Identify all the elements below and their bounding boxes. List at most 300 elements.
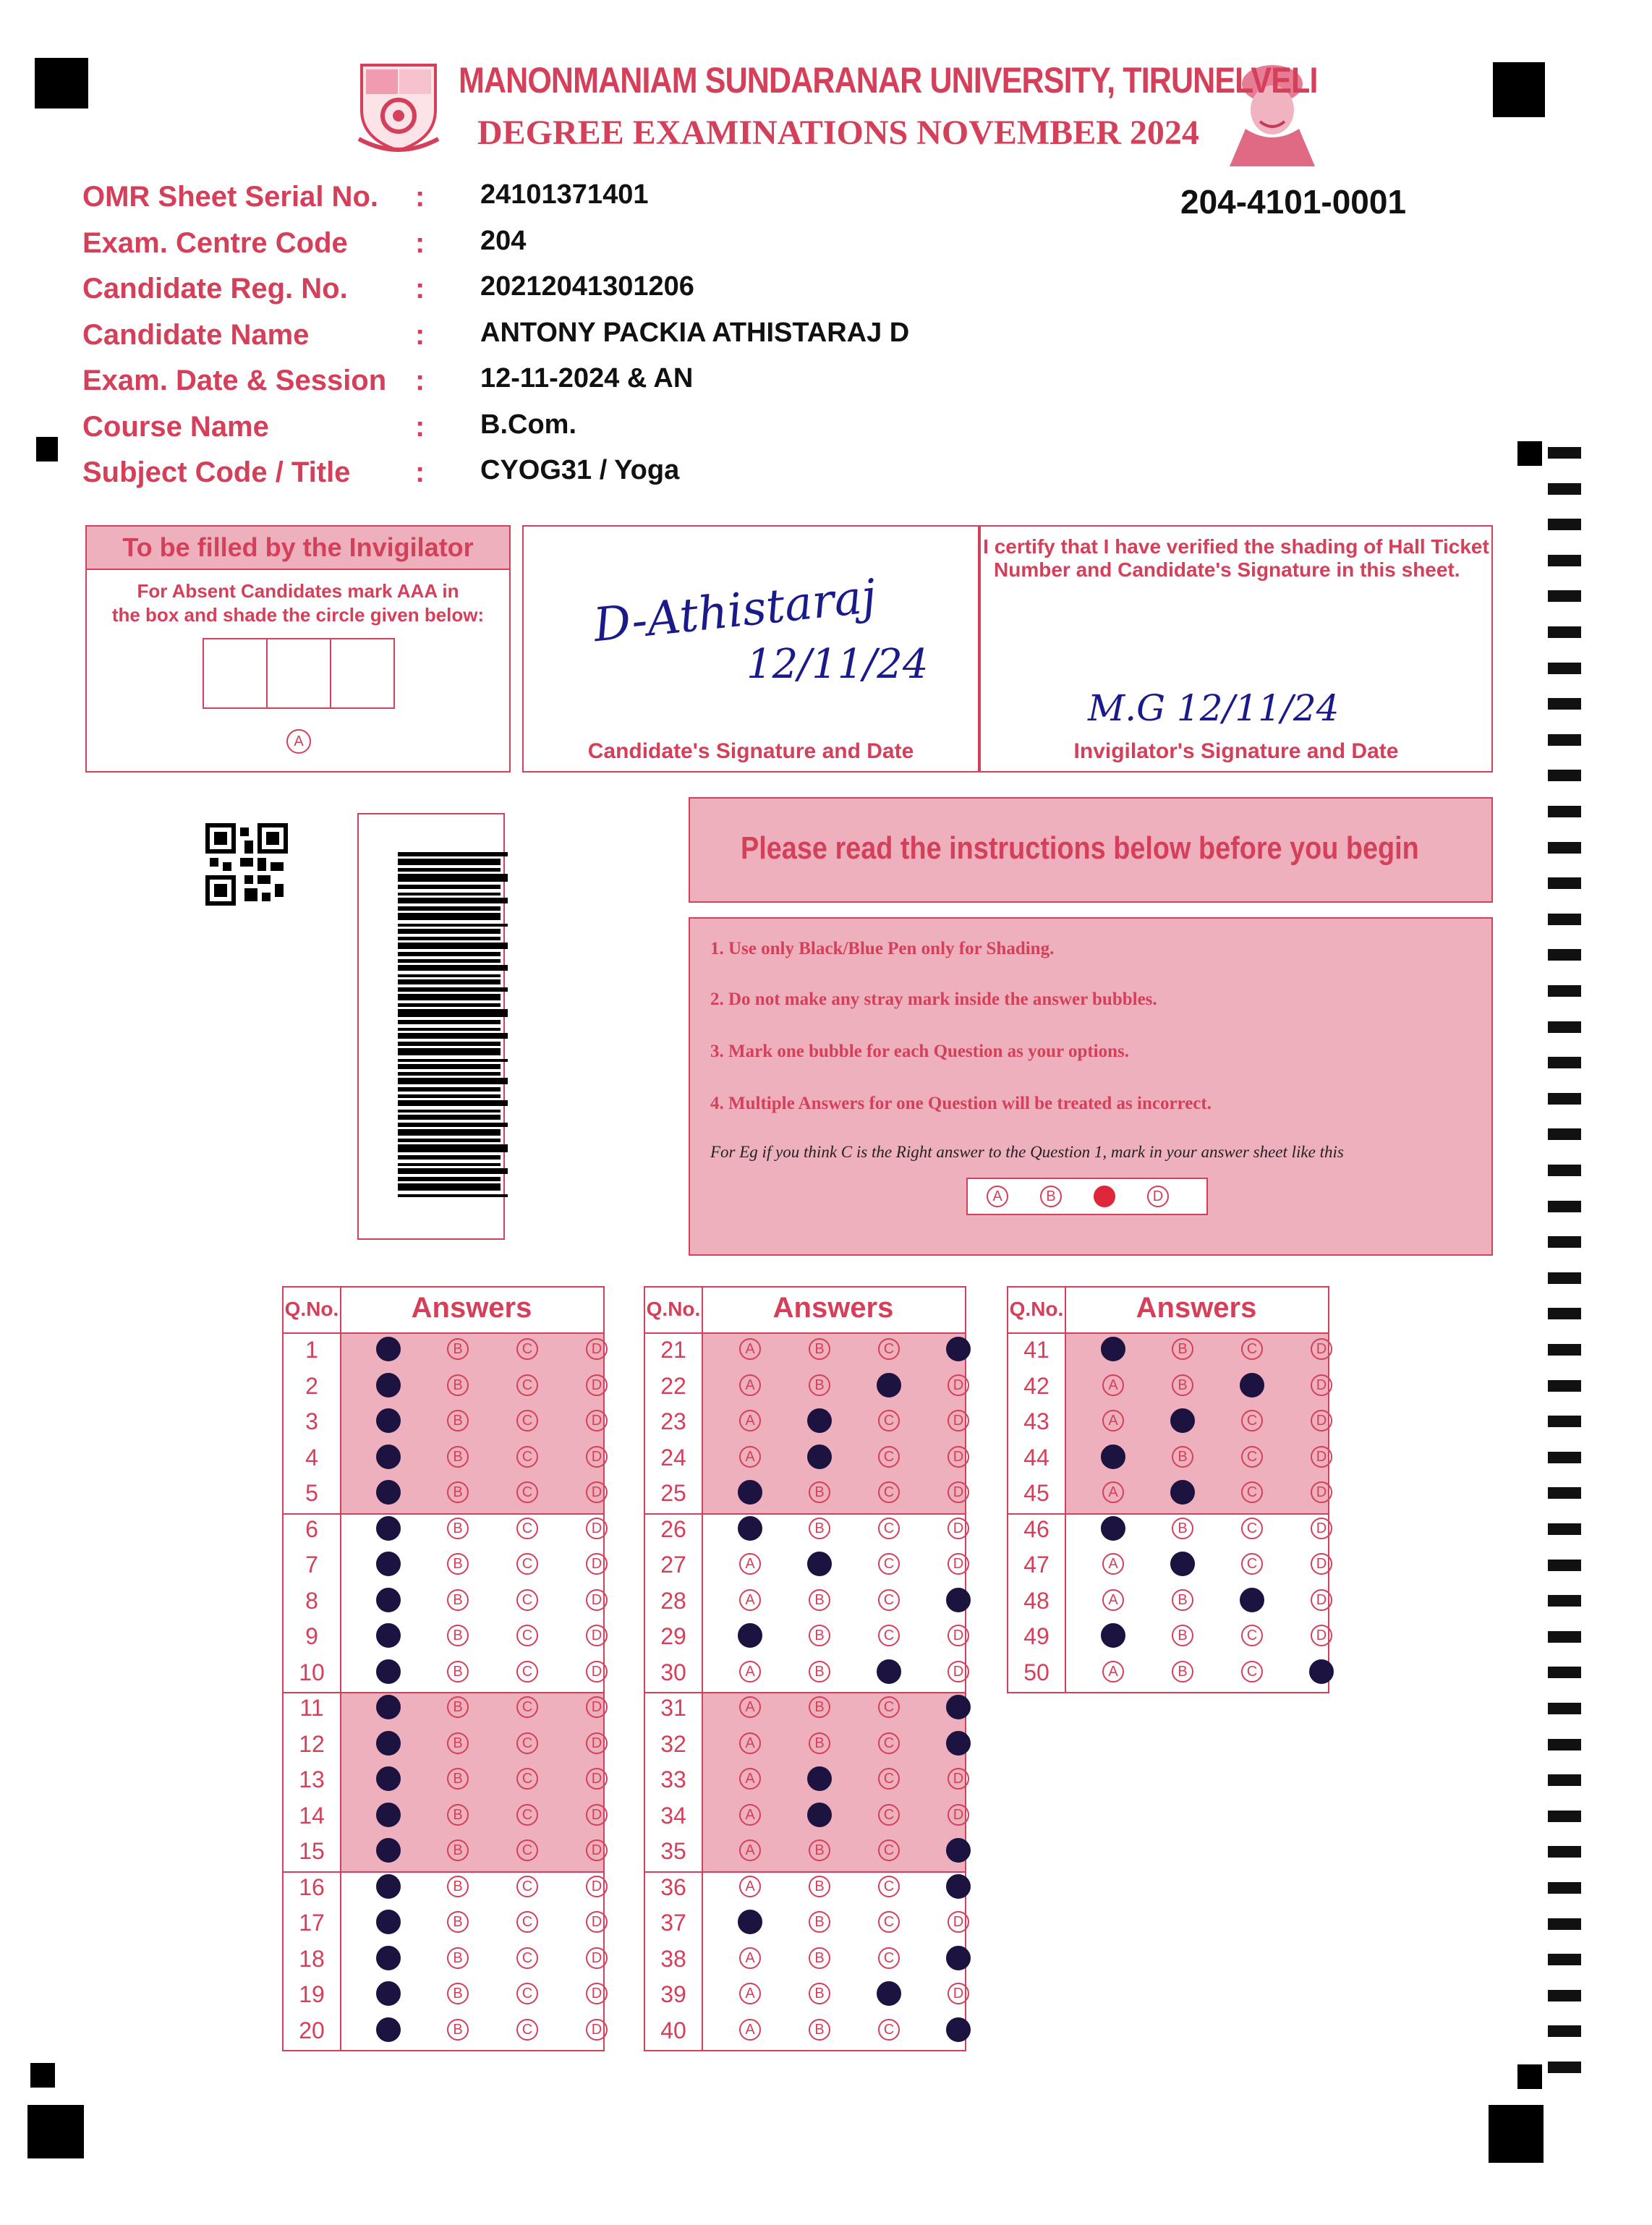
answer-bubble-d[interactable]: D (1311, 1481, 1332, 1503)
timing-tick (1548, 1021, 1581, 1033)
detail-value: B.Com. (480, 409, 576, 440)
answer-bubble-d[interactable] (946, 1588, 971, 1612)
answer-bubble-a[interactable] (376, 1731, 401, 1756)
answer-bubble-d[interactable]: D (948, 1661, 969, 1682)
timing-tick (1548, 483, 1581, 495)
detail-value: CYOG31 / Yoga (480, 455, 680, 485)
answer-bubble-b[interactable]: B (809, 1911, 830, 1933)
answer-bubble-b[interactable]: B (809, 1661, 830, 1682)
barcode (398, 852, 508, 1199)
question-number: 24 (660, 1444, 686, 1471)
answer-bubble-b[interactable]: B (809, 1947, 830, 1969)
question-number: 48 (1023, 1587, 1049, 1614)
answer-bubble-a[interactable]: A (739, 1768, 761, 1790)
answer-bubble-d[interactable]: D (586, 1374, 608, 1396)
answer-bubble-c[interactable]: C (878, 1696, 900, 1718)
certification-text-line1: I certify that I have verified the shading of Hall Ticket (983, 535, 1489, 558)
answer-bubble-b[interactable] (807, 1552, 832, 1576)
timing-tick (1548, 1954, 1581, 1965)
answer-bubble-b[interactable]: B (1172, 1518, 1193, 1539)
answer-bubble-d[interactable] (946, 1695, 971, 1719)
detail-label: Course Name (82, 410, 269, 443)
answer-bubble-c[interactable]: C (878, 1446, 900, 1468)
timing-tick (1548, 1811, 1581, 1822)
aaa-entry-boxes[interactable] (203, 638, 395, 709)
answer-bubble-a[interactable] (376, 1659, 401, 1684)
question-number: 6 (305, 1515, 318, 1542)
answer-bubble-b[interactable]: B (447, 1768, 469, 1790)
answer-bubble-d[interactable]: D (948, 1983, 969, 2004)
instruction-example: For Eg if you think C is the Right answer to the Question 1, mark in your answer sheet like this (710, 1143, 1344, 1161)
answer-bubble-d[interactable]: D (586, 1804, 608, 1826)
answer-bubble-c[interactable]: C (516, 1589, 538, 1611)
question-number: 17 (299, 1910, 325, 1936)
answer-bubble-b[interactable]: B (809, 1518, 830, 1539)
answer-bubble-a[interactable] (376, 1408, 401, 1433)
answer-bubble-a[interactable]: A (1102, 1481, 1124, 1503)
answer-bubble-c[interactable]: C (516, 1839, 538, 1861)
answer-bubble-d[interactable]: D (586, 1732, 608, 1754)
timing-tick (1548, 2025, 1581, 2037)
timing-tick (1548, 519, 1581, 530)
answer-bubble-d[interactable]: D (948, 1410, 969, 1431)
timing-tick (1548, 1918, 1581, 1930)
question-number: 34 (660, 1802, 686, 1829)
answer-bubble-c[interactable]: C (516, 1947, 538, 1969)
detail-colon: : (415, 226, 425, 259)
detail-colon: : (415, 410, 425, 443)
question-number: 25 (660, 1480, 686, 1506)
answers-header: Answers (411, 1292, 532, 1324)
answer-bubble-b[interactable] (807, 1766, 832, 1791)
answer-bubble-c[interactable]: C (516, 1876, 538, 1897)
answer-bubble-d[interactable]: D (948, 1768, 969, 1790)
answer-bubble-d[interactable]: D (586, 1768, 608, 1790)
answer-bubble-c[interactable] (877, 1981, 901, 2006)
answer-bubble-a[interactable] (376, 1337, 401, 1361)
answer-bubble-c[interactable]: C (878, 1481, 900, 1503)
answer-bubble-a[interactable] (738, 1910, 762, 1934)
answer-bubble-d[interactable] (946, 1874, 971, 1899)
detail-label: Candidate Name (82, 318, 310, 351)
answer-bubble-c[interactable]: C (516, 1768, 538, 1790)
registration-mark-top-right (1493, 62, 1545, 117)
answer-bubble-c[interactable]: C (516, 1696, 538, 1718)
answer-bubble-a[interactable] (376, 1981, 401, 2006)
absent-note-line1: For Absent Candidates mark AAA in (137, 580, 459, 602)
absent-note-line2: the box and shade the circle given below: (111, 604, 485, 626)
answer-bubble-d[interactable]: D (1311, 1625, 1332, 1646)
answer-bubble-b[interactable]: B (447, 1410, 469, 1431)
timing-tick (1548, 914, 1581, 925)
question-number: 23 (660, 1408, 686, 1434)
answer-bubble-c[interactable] (877, 1659, 901, 1684)
candidate-signature: D-Athistaraj (591, 569, 879, 653)
answer-bubble-a[interactable]: A (739, 1553, 761, 1575)
answer-bubble-b[interactable]: B (809, 1839, 830, 1861)
example-bubble-row (966, 1178, 1208, 1215)
answer-bubble-a[interactable] (376, 1946, 401, 1970)
timing-tick (1548, 626, 1581, 638)
detail-value: 12-11-2024 & AN (480, 363, 694, 393)
answer-bubble-a[interactable] (376, 1480, 401, 1505)
timing-tick (1548, 1667, 1581, 1678)
answer-bubble-a[interactable]: A (739, 1589, 761, 1611)
answer-bubble-a[interactable] (376, 1552, 401, 1576)
question-number: 16 (299, 1873, 325, 1900)
timing-tick (1548, 1882, 1581, 1894)
question-number: 20 (299, 2017, 325, 2043)
answer-bubble-d[interactable]: D (948, 1804, 969, 1826)
answer-bubble-b[interactable]: B (809, 1374, 830, 1396)
timing-tick (1548, 1165, 1581, 1176)
answer-bubble-b[interactable]: B (447, 1625, 469, 1646)
answer-bubble-b[interactable]: B (447, 1983, 469, 2004)
answer-bubble-c[interactable]: C (1241, 1553, 1263, 1575)
absent-circle[interactable]: A (286, 729, 311, 754)
timing-tick (1548, 1703, 1581, 1714)
registration-mark-bottom-right-small (1517, 2064, 1542, 2089)
candidate-signature-date: 12/11/24 (746, 641, 929, 688)
answer-bubble-c[interactable]: C (878, 2019, 900, 2041)
answer-bubble-a[interactable]: A (739, 1983, 761, 2004)
answer-bubble-c[interactable] (1240, 1373, 1264, 1397)
answer-bubble-b[interactable]: B (447, 1553, 469, 1575)
answer-bubble-c[interactable] (877, 1373, 901, 1397)
detail-colon: : (415, 456, 425, 488)
answer-bubble-a[interactable] (376, 1910, 401, 1934)
answer-bubble-b[interactable]: B (447, 1839, 469, 1861)
timing-tick (1548, 590, 1581, 602)
answer-bubble-a[interactable] (376, 1373, 401, 1397)
invigilator-box-title: To be filled by the Invigilator (87, 527, 509, 570)
answer-bubble-a[interactable]: A (739, 1446, 761, 1468)
answer-bubble-c[interactable]: C (516, 1661, 538, 1682)
answer-bubble-d[interactable]: D (1311, 1553, 1332, 1575)
timing-tick (1548, 1631, 1581, 1643)
answer-bubble-c[interactable]: C (1241, 1338, 1263, 1360)
answer-bubble-c[interactable]: C (1241, 1481, 1263, 1503)
timing-tick (1548, 1236, 1581, 1248)
question-number: 22 (660, 1372, 686, 1399)
answer-bubble-a[interactable]: A (1102, 1374, 1124, 1396)
answer-bubble-d[interactable]: D (586, 1696, 608, 1718)
answer-bubble-a[interactable]: A (739, 1696, 761, 1718)
detail-colon: : (415, 365, 425, 396)
answer-bubble-d[interactable] (946, 1731, 971, 1756)
registration-mark-bottom-right (1489, 2105, 1544, 2163)
answer-bubble-b[interactable]: B (447, 1374, 469, 1396)
answer-bubble-a[interactable] (376, 1803, 401, 1827)
question-number: 27 (660, 1552, 686, 1578)
answer-bubble-d[interactable] (946, 1946, 971, 1970)
answer-bubble-b[interactable]: B (447, 1947, 469, 1969)
detail-value: 204 (480, 225, 527, 256)
qno-header: Q.No. (284, 1298, 339, 1320)
answer-bubble-c[interactable]: C (516, 1804, 538, 1826)
candidate-signature-caption: Candidate's Signature and Date (587, 739, 914, 763)
answer-bubble-a[interactable] (376, 1623, 401, 1648)
answer-bubble-c[interactable]: C (1241, 1410, 1263, 1431)
example-bubble-d: D (1147, 1186, 1169, 1207)
answer-bubble-d[interactable]: D (948, 1911, 969, 1933)
answer-bubble-c[interactable]: C (878, 1911, 900, 1933)
answer-bubble-b[interactable]: B (447, 1732, 469, 1754)
answer-bubble-a[interactable]: A (1102, 1553, 1124, 1575)
detail-label: OMR Sheet Serial No. (82, 181, 378, 213)
answer-bubble-b[interactable]: B (809, 1696, 830, 1718)
detail-value: 24101371401 (480, 179, 649, 210)
question-number: 8 (305, 1587, 318, 1614)
question-number: 2 (305, 1372, 318, 1399)
answer-bubble-d[interactable]: D (586, 1876, 608, 1897)
answer-bubble-a[interactable] (1101, 1516, 1125, 1541)
answer-bubble-b[interactable]: B (447, 1696, 469, 1718)
answer-bubble-c[interactable]: C (1241, 1661, 1263, 1682)
timing-tick (1548, 1057, 1581, 1068)
answer-bubble-c[interactable]: C (878, 1553, 900, 1575)
detail-colon: : (415, 181, 425, 213)
answer-bubble-c[interactable]: C (878, 1518, 900, 1539)
answer-bubble-a[interactable]: A (739, 1732, 761, 1754)
answer-bubble-a[interactable] (738, 1623, 762, 1648)
answer-bubble-b[interactable]: B (447, 1518, 469, 1539)
answer-bubble-c[interactable]: C (1241, 1518, 1263, 1539)
answer-bubble-b[interactable]: B (809, 1732, 830, 1754)
exam-title: DEGREE EXAMINATIONS NOVEMBER 2024 (477, 114, 1199, 152)
answer-bubble-b[interactable]: B (447, 1876, 469, 1897)
answer-bubble-b[interactable]: B (1172, 1338, 1193, 1360)
answer-bubble-c[interactable]: C (878, 1732, 900, 1754)
answer-bubble-a[interactable] (376, 1838, 401, 1863)
question-number: 10 (299, 1659, 325, 1685)
answer-bubble-a[interactable] (1101, 1445, 1125, 1469)
answer-bubble-b[interactable]: B (809, 1625, 830, 1646)
answer-bubble-a[interactable] (376, 1445, 401, 1469)
answer-bubble-c[interactable]: C (878, 1839, 900, 1861)
answer-bubble-c[interactable]: C (878, 1768, 900, 1790)
answer-bubble-b[interactable]: B (809, 2019, 830, 2041)
answer-bubble-c[interactable]: C (516, 1518, 538, 1539)
instructions-heading: Please read the instructions below before you begin (741, 830, 1419, 866)
answer-bubble-d[interactable]: D (948, 1374, 969, 1396)
question-number: 19 (299, 1981, 325, 2007)
answer-bubble-c[interactable]: C (516, 1911, 538, 1933)
answer-bubble-c[interactable]: C (878, 1338, 900, 1360)
answer-bubble-a[interactable]: A (1102, 1410, 1124, 1431)
answer-bubble-b[interactable]: B (1172, 1446, 1193, 1468)
question-number: 4 (305, 1444, 318, 1471)
answer-bubble-a[interactable] (1101, 1337, 1125, 1361)
qr-code (205, 823, 288, 906)
answer-bubble-d[interactable]: D (586, 1553, 608, 1575)
answer-bubble-d[interactable] (946, 1838, 971, 1863)
timing-tick (1548, 1416, 1581, 1427)
answer-bubble-c[interactable]: C (516, 1446, 538, 1468)
answer-bubble-b[interactable]: B (809, 1876, 830, 1897)
question-number: 49 (1023, 1623, 1049, 1649)
answer-bubble-a[interactable]: A (739, 1947, 761, 1969)
answer-bubble-b[interactable]: B (447, 1446, 469, 1468)
answer-bubble-d[interactable]: D (586, 1983, 608, 2004)
answer-bubble-a[interactable]: A (739, 1804, 761, 1826)
detail-label: Candidate Reg. No. (82, 273, 348, 305)
timing-tick (1548, 1487, 1581, 1499)
answer-bubble-c[interactable]: C (878, 1947, 900, 1969)
question-number: 13 (299, 1766, 325, 1792)
question-number: 1 (305, 1337, 318, 1363)
timing-tick (1548, 1846, 1581, 1858)
timing-tick (1548, 734, 1581, 746)
instruction-item-2: 2. Do not make any stray mark inside the answer bubbles. (710, 990, 1157, 1009)
answer-bubble-a[interactable] (738, 1516, 762, 1541)
answer-bubble-b[interactable]: B (809, 1338, 830, 1360)
answer-bubble-b[interactable]: B (1172, 1374, 1193, 1396)
answer-bubble-c[interactable]: C (516, 1732, 538, 1754)
answer-bubble-d[interactable] (946, 1337, 971, 1361)
answer-bubble-c[interactable]: C (878, 1625, 900, 1646)
answer-bubble-c[interactable]: C (878, 1876, 900, 1897)
timing-tick (1548, 1201, 1581, 1212)
answer-bubble-d[interactable]: D (586, 1625, 608, 1646)
answer-bubble-d[interactable]: D (948, 1481, 969, 1503)
answer-bubble-c[interactable]: C (1241, 1446, 1263, 1468)
answer-bubble-a[interactable]: A (739, 1839, 761, 1861)
answer-bubble-b[interactable]: B (447, 1804, 469, 1826)
answers-header: Answers (772, 1292, 894, 1324)
answer-bubble-a[interactable]: A (739, 1410, 761, 1431)
answer-bubble-c[interactable]: C (878, 1589, 900, 1611)
answer-bubble-a[interactable]: A (739, 1338, 761, 1360)
answer-bubble-c[interactable]: C (516, 1481, 538, 1503)
answer-bubble-b[interactable]: B (1172, 1661, 1193, 1682)
answer-bubble-d[interactable]: D (586, 1947, 608, 1969)
timing-tick (1548, 1452, 1581, 1463)
answer-bubble-a[interactable] (1101, 1623, 1125, 1648)
invigilator-signature: M.G 12/11/24 (1088, 687, 1340, 729)
timing-tick (1548, 985, 1581, 997)
answer-bubble-d[interactable]: D (586, 1661, 608, 1682)
answer-bubble-d[interactable]: D (586, 1839, 608, 1861)
answer-bubble-a[interactable]: A (1102, 1589, 1124, 1611)
answer-bubble-a[interactable]: A (739, 1876, 761, 1897)
answer-bubble-a[interactable] (376, 1766, 401, 1791)
answer-bubble-d[interactable]: D (586, 2019, 608, 2041)
answer-bubble-a[interactable] (376, 1874, 401, 1899)
answer-bubble-c[interactable]: C (878, 1804, 900, 1826)
answer-bubble-c[interactable] (1240, 1588, 1264, 1612)
answer-bubble-b[interactable]: B (809, 1983, 830, 2004)
detail-label: Exam. Centre Code (82, 226, 348, 259)
answer-bubble-b[interactable] (1170, 1408, 1195, 1433)
detail-value: ANTONY PACKIA ATHISTARAJ D (480, 317, 910, 348)
answer-bubble-b[interactable]: B (447, 1589, 469, 1611)
answer-bubble-c[interactable]: C (516, 1374, 538, 1396)
answer-bubble-c[interactable]: C (516, 1553, 538, 1575)
timing-tick (1548, 1990, 1581, 2001)
answer-bubble-a[interactable]: A (739, 1661, 761, 1682)
answer-bubble-d[interactable]: D (948, 1518, 969, 1539)
answer-bubble-c[interactable]: C (516, 1410, 538, 1431)
answer-bubble-a[interactable]: A (739, 1374, 761, 1396)
answer-bubble-d[interactable]: D (948, 1553, 969, 1575)
answer-bubble-c[interactable]: C (516, 1625, 538, 1646)
answer-bubble-d[interactable]: D (586, 1446, 608, 1468)
question-number: 38 (660, 1945, 686, 1972)
timing-tick (1548, 877, 1581, 889)
answer-bubble-c[interactable]: C (878, 1410, 900, 1431)
invigilator-box (85, 525, 511, 773)
answer-bubble-d[interactable]: D (586, 1410, 608, 1431)
sheet-code: 204-4101-0001 (1180, 183, 1407, 221)
registration-mark-bottom-left-small (30, 2063, 55, 2088)
answer-bubble-c[interactable]: C (1241, 1625, 1263, 1646)
answer-bubble-a[interactable] (376, 2017, 401, 2042)
timing-tick (1548, 1595, 1581, 1607)
question-number: 47 (1023, 1552, 1049, 1578)
answer-bubble-b[interactable]: B (447, 2019, 469, 2041)
answer-bubble-b[interactable] (1170, 1552, 1195, 1576)
answer-bubble-a[interactable]: A (1102, 1661, 1124, 1682)
answer-bubble-a[interactable]: A (739, 2019, 761, 2041)
answer-bubble-d[interactable]: D (1311, 1446, 1332, 1468)
answer-table (1007, 1286, 1329, 1693)
answer-bubble-d[interactable]: D (586, 1518, 608, 1539)
question-number: 50 (1023, 1659, 1049, 1685)
answer-bubble-d[interactable]: D (586, 1338, 608, 1360)
answer-bubble-a[interactable] (376, 1695, 401, 1719)
answer-bubble-d[interactable]: D (1311, 1518, 1332, 1539)
answer-bubble-d[interactable]: D (1311, 1410, 1332, 1431)
answer-bubble-d[interactable]: D (586, 1589, 608, 1611)
answer-bubble-a[interactable] (376, 1516, 401, 1541)
answer-bubble-a[interactable] (738, 1480, 762, 1505)
answer-bubble-d[interactable]: D (1311, 1338, 1332, 1360)
question-number: 11 (299, 1695, 324, 1721)
answer-bubble-d[interactable]: D (1311, 1589, 1332, 1611)
question-number: 44 (1023, 1444, 1049, 1471)
answer-bubble-d[interactable]: D (586, 1481, 608, 1503)
answer-bubble-b[interactable]: B (1172, 1625, 1193, 1646)
answer-bubble-b[interactable]: B (447, 1661, 469, 1682)
answer-bubble-b[interactable] (807, 1803, 832, 1827)
answer-bubble-b[interactable]: B (809, 1589, 830, 1611)
answer-bubble-b[interactable]: B (447, 1338, 469, 1360)
detail-colon: : (415, 318, 425, 351)
answer-bubble-d[interactable] (946, 2017, 971, 2042)
answer-bubble-b[interactable]: B (447, 1911, 469, 1933)
answer-bubble-b[interactable]: B (809, 1481, 830, 1503)
timing-tick (1548, 1128, 1581, 1140)
answer-bubble-b[interactable] (807, 1408, 832, 1433)
answer-bubble-d[interactable]: D (948, 1446, 969, 1468)
answer-bubble-c[interactable]: C (516, 1983, 538, 2004)
question-number: 46 (1023, 1515, 1049, 1542)
question-number: 15 (299, 1838, 325, 1864)
answer-bubble-d[interactable]: D (1311, 1374, 1332, 1396)
answer-bubble-b[interactable]: B (1172, 1589, 1193, 1611)
answer-bubble-b[interactable]: B (447, 1481, 469, 1503)
answer-bubble-d[interactable]: D (948, 1625, 969, 1646)
answer-bubble-b[interactable] (807, 1445, 832, 1469)
answer-bubble-a[interactable] (376, 1588, 401, 1612)
answer-bubble-d[interactable]: D (586, 1911, 608, 1933)
answer-bubble-d[interactable] (1309, 1659, 1334, 1684)
timing-tick (1548, 806, 1581, 817)
answer-bubble-c[interactable]: C (516, 1338, 538, 1360)
answer-bubble-b[interactable] (1170, 1480, 1195, 1505)
answer-bubble-c[interactable]: C (516, 2019, 538, 2041)
